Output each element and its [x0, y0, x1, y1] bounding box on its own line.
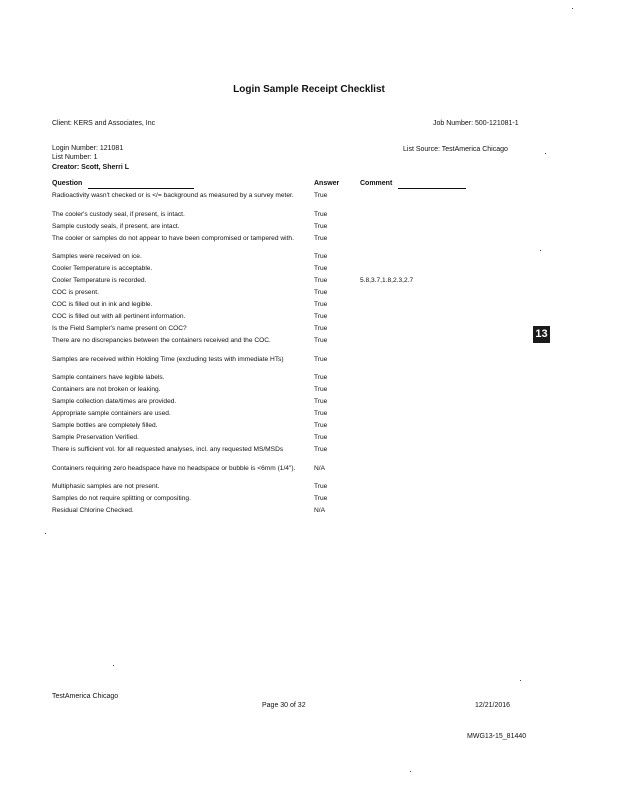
answer-cell: True [314, 495, 328, 502]
answer-cell: True [314, 234, 328, 242]
question-cell: Sample bottles are completely filled. [52, 422, 158, 429]
footer-date: 12/21/2016 [475, 702, 511, 709]
question-cell: The cooler or samples do not appear to have been compromised or tampered with. [52, 234, 294, 242]
list-source: List Source: TestAmerica Chicago [403, 146, 508, 153]
question-cell: Radioactivity wasn't checked or is </= background as measured by a survey meter. [52, 192, 294, 199]
question-cell: Containers requiring zero headspace have no headspace or bubble is <6mm (1/4"). [52, 464, 296, 472]
job-number: Job Number: 500-121081-1 [433, 120, 519, 127]
question-cell: Cooler Temperature is recorded. [52, 277, 147, 284]
answer-cell: True [314, 355, 328, 363]
question-cell: Sample custody seals, if present, are intact. [52, 222, 180, 230]
scan-speck [45, 533, 46, 534]
scan-speck [410, 771, 411, 772]
answer-cell: True [314, 446, 328, 453]
scan-speck [113, 665, 114, 666]
footer-doc-id: MWG13-15_81440 [467, 733, 527, 740]
answer-header: Answer [314, 180, 340, 187]
question-cell: Sample containers have legible labels. [52, 374, 165, 381]
client-name: Client: KERS and Associates, Inc [52, 120, 156, 127]
question-cell: Appropriate sample containers are used. [52, 410, 171, 417]
question-cell: There is sufficient vol. for all requested analyses, incl. any requested MS/MSDs [52, 446, 284, 453]
question-cell: COC is present. [52, 289, 99, 296]
question-cell: COC is filled out with all pertinent information. [52, 313, 186, 320]
comment-cell: 5.8,3.7,1.8,2.3,2.7 [360, 277, 414, 284]
question-cell: Sample collection date/times are provided. [52, 398, 177, 405]
scan-speck [572, 8, 573, 9]
answer-cell: True [314, 422, 328, 429]
answer-cell: True [314, 374, 328, 381]
question-header-underline [88, 188, 194, 189]
answer-cell: True [314, 192, 328, 199]
answer-cell: True [314, 398, 328, 405]
page-title: Login Sample Receipt Checklist [233, 84, 385, 95]
comment-header: Comment [360, 180, 393, 187]
question-cell: Samples are received within Holding Time (excluding tests with immediate HTs) [52, 355, 284, 363]
scan-speck [520, 680, 521, 681]
question-cell: The cooler's custody seal, if present, is intact. [52, 210, 185, 218]
answer-cell: True [314, 210, 328, 218]
creator: Creator: Scott, Sherri L [52, 164, 130, 171]
answer-cell: N/A [314, 464, 325, 472]
answer-cell: True [314, 277, 328, 284]
answer-cell: True [314, 483, 328, 490]
footer-page: Page 30 of 32 [262, 702, 306, 709]
answer-cell: True [314, 265, 328, 272]
list-number: List Number: 1 [52, 154, 98, 161]
scan-speck [540, 250, 541, 251]
answer-cell: True [314, 222, 328, 230]
comment-header-underline [398, 188, 466, 189]
section-tab: 13 [533, 326, 550, 343]
answer-cell: True [314, 337, 328, 344]
question-cell: Multiphasic samples are not present. [52, 483, 160, 490]
question-cell: Samples do not require splitting or compositing. [52, 495, 191, 502]
question-cell: Containers are not broken or leaking. [52, 386, 161, 393]
answer-cell: True [314, 313, 328, 320]
answer-cell: True [314, 434, 328, 441]
answer-cell: N/A [314, 507, 325, 514]
scan-speck [545, 153, 546, 154]
question-cell: Is the Field Sampler's name present on COC? [52, 325, 187, 332]
answer-cell: True [314, 386, 328, 393]
answer-cell: True [314, 289, 328, 296]
answer-cell: True [314, 301, 328, 308]
footer-lab: TestAmerica Chicago [52, 693, 119, 700]
answer-cell: True [314, 325, 328, 332]
question-header: Question [52, 180, 83, 187]
question-cell: Samples were received on ice. [52, 253, 142, 260]
login-number: Login Number: 121081 [52, 145, 124, 152]
question-cell: There are no discrepancies between the containers received and the COC. [52, 337, 271, 344]
answer-cell: True [314, 410, 328, 417]
question-cell: Sample Preservation Verified. [52, 434, 139, 441]
question-cell: COC is filled out in ink and legible. [52, 301, 153, 308]
answer-cell: True [314, 253, 328, 260]
question-cell: Cooler Temperature is acceptable. [52, 265, 153, 272]
question-cell: Residual Chlorine Checked. [52, 507, 134, 514]
